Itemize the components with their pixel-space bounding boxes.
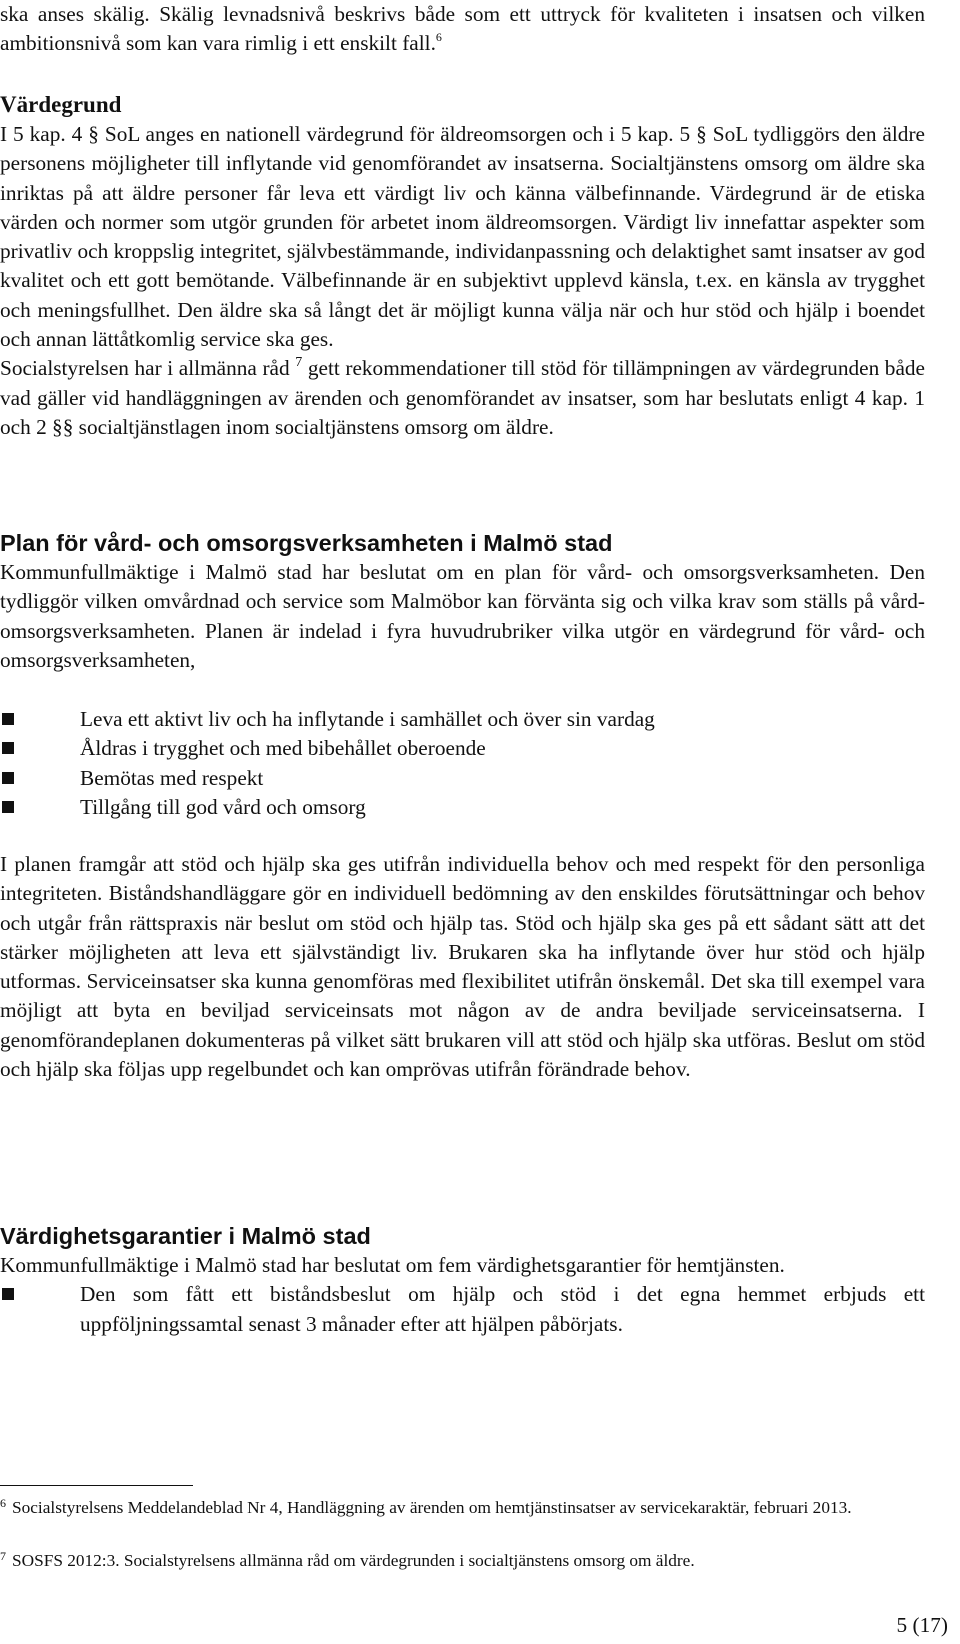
- vardegrund-heading: Värdegrund: [0, 92, 122, 117]
- footnote-6: [0, 1491, 925, 1520]
- intro-block: [0, 0, 925, 59]
- plan-paragraph-2-block: [0, 850, 925, 1084]
- footnote-number: 6: [0, 1496, 6, 1510]
- list-item-text: Bemötas med respekt: [80, 765, 264, 790]
- list-item: [0, 793, 925, 822]
- square-bullet-icon: [2, 713, 14, 725]
- footnote-ref-7: 7: [295, 355, 303, 371]
- footnote-number: 7: [0, 1549, 6, 1563]
- list-item: [0, 764, 925, 793]
- plan-heading: Plan för vård- och omsorgsverksamheten i Malmö stad: [0, 530, 613, 556]
- garantier-list: [0, 1280, 925, 1339]
- footnote-text: Socialstyrelsens Meddelandeblad Nr 4, Handläggning av ärenden om hemtjänstinsatser av servicekaraktär, februari 2013.: [12, 1498, 852, 1517]
- plan-paragraph: Kommunfullmäktige i Malmö stad har beslutat om en plan för vård- och omsorgsverksamheten. Den tydliggör vilken omvårdnad och service som Malmöbor kan förvänta sig och vilka krav som ställs på vård- omsorgsverksamheten. Planen är indelad i fyra huvudrubriker vilka utgör en värdegrund för vård- och omsorgsverksamheten,: [0, 560, 925, 672]
- list-item: [0, 705, 925, 734]
- list-item-text: Tillgång till god vård och omsorg: [80, 794, 366, 819]
- plan-list: [0, 705, 925, 822]
- list-item: [0, 734, 925, 763]
- vardegrund-paragraph-2-end: gett rekommendationer till stöd för tillämpningen av värdegrunden både vad gäller vid handläggningen av ärenden och genomförandet av insatser, som har beslutats enligt 4 kap. 1 och 2 §§ socialtjänstlagen inom socialtjänstens omsorg om äldre.: [0, 356, 926, 439]
- garantier-heading: Värdighetsgarantier i Malmö stad: [0, 1223, 371, 1249]
- plan-paragraph-2: I planen framgår att stöd och hjälp ska ges utifrån individuella behov och med respekt för den personliga integriteten. Biståndshandläggare gör en individuell bedömning av den enskildes förutsättningar och behov och utgår från rättspraxis när beslut om stöd och hjälp tas. Stöd och hjälp ska ges på ett sådant sätt att det stärker möjligheten att leva ett självständigt liv. Brukaren ska ha inflytande över hur stöd och hjälp utformas. Serviceinsatser ska kunna genomföras med flexibilitet utifrån önskemål. Det ska till exempel vara möjligt att byta en beviljad serviceinsats mot någon av de andra beviljade serviceinsatserna. I genomförandeplanen dokumenteras på vilket sätt brukaren vill att stöd och hjälp ska utföras. Beslut om stöd och hjälp ska följas upp regelbundet och kan omprövas utifrån förändrade behov.: [0, 852, 925, 1082]
- page-number: 5 (17): [896, 1613, 948, 1637]
- plan-section: [0, 528, 925, 675]
- intro-line-1: ska anses skälig. Skälig levnadsnivå beskrivs både som ett uttryck för kvaliteten i insatsen: [0, 2, 822, 26]
- list-item: [0, 1280, 925, 1339]
- footnote-divider: [0, 1485, 193, 1486]
- square-bullet-icon: [2, 772, 14, 784]
- vardegrund-paragraph: I 5 kap. 4 § SoL anges en nationell värdegrund för äldreomsorgen och i 5 kap. 5 § SoL tydliggörs den äldre personens möjligheter till inflytande vid genomförandet av insatserna. Socialtjänstens omsorg om äldre ska inriktas på att äldre personer får leva ett värdigt liv och känna välbefinnande. Värdegrund är de etiska värden och normer som utgör grunden för arbetet inom äldreomsorgen. Värdigt liv innefattar aspekter som privatliv och kroppslig integritet, självbestämmande, individanpassning och delaktighet samt insatser av god kvalitet och ett gott bemötande. Välbefinnande är en subjektivt upplevd känsla, t.ex. en känsla av trygghet och meningsfullhet. Den äldre ska så långt det är möjligt kunna välja när och hur stöd och hjälp i boendet och annan lättåtkomlig service ska ges.: [0, 122, 925, 352]
- intro-line-2: och vilken ambitionsnivå som kan vara rimlig i ett enskilt fall.: [0, 2, 925, 56]
- footnote-7: [0, 1544, 925, 1573]
- list-item-text: Den som fått ett biståndsbeslut om hjälp och stöd i det egna hemmet erbjuds ett uppföljningssamtal senast 3 månader efter att hjälpen påbörjats.: [80, 1282, 925, 1336]
- vardegrund-paragraph-2-start: Socialstyrelsen har i allmänna råd: [0, 356, 290, 381]
- footnote-ref-6: 6: [435, 30, 442, 45]
- footnote-text: SOSFS 2012:3. Socialstyrelsens allmänna råd om värdegrunden i socialtjänstens omsorg om äldre.: [12, 1551, 695, 1570]
- square-bullet-icon: [2, 801, 14, 813]
- intro-text: [0, 0, 925, 59]
- garantier-section: [0, 1221, 925, 1339]
- vardegrund-section: [0, 90, 925, 442]
- plan-list-block: [0, 705, 925, 822]
- garantier-paragraph: Kommunfullmäktige i Malmö stad har beslutat om fem värdighetsgarantier för hemtjänsten.: [0, 1253, 785, 1277]
- list-item-text: Åldras i trygghet och med bibehållet oberoende: [80, 736, 486, 761]
- square-bullet-icon: [2, 742, 14, 754]
- square-bullet-icon: [2, 1288, 14, 1300]
- vardegrund-paragraph-2: [0, 354, 925, 442]
- list-item-text: Leva ett aktivt liv och ha inflytande i samhället och över sin vardag: [80, 707, 655, 731]
